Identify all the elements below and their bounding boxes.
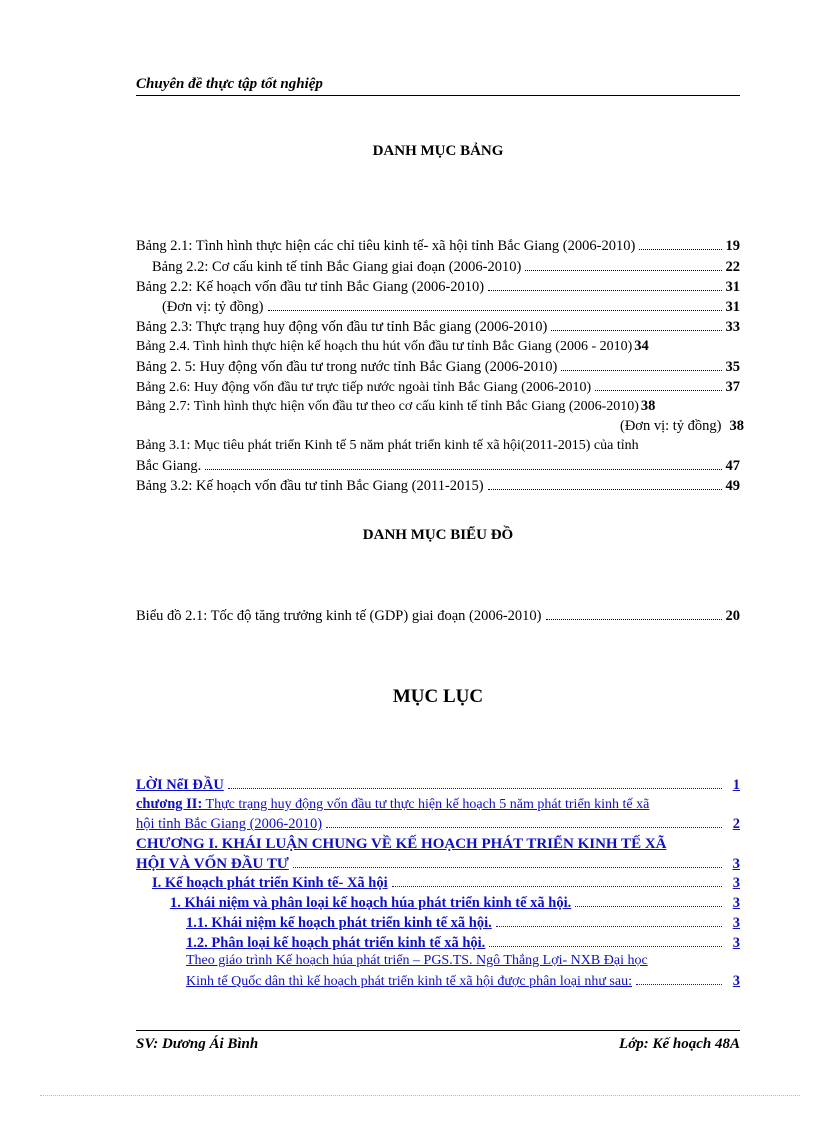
- entry-page: 22: [725, 259, 740, 275]
- leader-dots: [392, 874, 722, 887]
- entry-text: Bảng 2.4. Tình hình thực hiện kế hoạch thu hút vốn đầu tư tỉnh Bắc Giang (2006 - 2010): [136, 339, 633, 354]
- page-header: Chuyên đề thực tập tốt nghiệp: [136, 76, 740, 96]
- entry-text: LỜI NểI ĐẦU: [136, 777, 224, 793]
- leader-dots: [488, 278, 721, 291]
- entry-page: 3: [732, 875, 740, 891]
- entry-page: 34: [634, 338, 649, 354]
- charts-section-title: DANH MỤC BIỂU ĐỒ: [362, 527, 514, 543]
- leader-dots: [228, 776, 722, 789]
- entry-text: Bảng 2. 5: Huy động vốn đầu tư trong nước tỉnh Bắc Giang (2006-2010): [136, 359, 558, 375]
- entry-page: 31: [725, 279, 740, 295]
- toc-entry[interactable]: [186, 914, 740, 933]
- tables-section-title: DANH MỤC BẢNG: [372, 143, 504, 159]
- entry-page: 3: [732, 973, 740, 989]
- table-entry[interactable]: [136, 457, 740, 476]
- entry-page: 38: [640, 398, 656, 414]
- toc-entry[interactable]: [136, 796, 740, 815]
- toc-entry[interactable]: [136, 776, 740, 795]
- toc-entry[interactable]: [170, 894, 740, 913]
- leader-dots: [551, 318, 721, 331]
- entry-text: Bảng 2.6: Huy động vốn đầu tư trực tiếp nước ngoài tỉnh Bắc Giang (2006-2010): [136, 380, 592, 395]
- entry-text: 1.2. Phân loại kế hoạch phát triển kinh tế xã hội.: [186, 935, 486, 951]
- table-entry[interactable]: [136, 278, 740, 297]
- entry-page: 3: [732, 915, 740, 931]
- toc-entry[interactable]: [136, 855, 740, 874]
- table-entry[interactable]: [136, 358, 740, 377]
- toc-entry[interactable]: [186, 953, 740, 972]
- entry-text: Bảng 2.2: Cơ cấu kinh tế tỉnh Bắc Giang giai đoạn (2006-2010): [152, 259, 522, 275]
- entry-text: Biểu đồ 2.1: Tốc độ tăng trưởng kinh tế (GDP) giai đoạn (2006-2010): [136, 608, 542, 624]
- leader-dots: [488, 477, 722, 490]
- table-entry[interactable]: [136, 438, 740, 457]
- toc-entry[interactable]: [152, 874, 740, 893]
- page-footer: [136, 1036, 740, 1053]
- toc-entry[interactable]: [186, 934, 740, 953]
- leader-dots: [546, 607, 722, 620]
- entry-text: 1. Khái niệm và phân loại kế hoạch húa phát triển kinh tế xã hội.: [170, 895, 572, 911]
- footer-class: Lớp: Kế hoạch 48A: [619, 1036, 740, 1052]
- entry-page: 47: [725, 458, 740, 474]
- toc-entry[interactable]: [186, 972, 740, 991]
- table-entry[interactable]: [136, 477, 740, 496]
- entry-text: (Đơn vị: tỷ đồng): [162, 299, 264, 315]
- entry-text: CHƯƠNG I. KHÁI LUẬN CHUNG VỀ KẾ HOẠCH PHÁT TRIỂN KINH TẾ XÃ: [136, 836, 667, 852]
- entry-page: 31: [725, 299, 740, 315]
- table-entry[interactable]: [152, 258, 740, 277]
- footer-student: SV: Dương Ái Bình: [136, 1036, 259, 1052]
- entry-chapter-label: chương II:: [136, 796, 203, 812]
- entry-page: 37: [725, 379, 740, 395]
- entry-chapter-text: Thực trạng huy động vốn đầu tư thực hiện kế hoạch 5 năm phát triển kinh tế xã: [202, 797, 650, 812]
- leader-dots: [268, 298, 722, 311]
- entry-text: Bảng 2.3: Thực trạng huy động vốn đầu tư tỉnh Bắc giang (2006-2010): [136, 319, 548, 335]
- entry-text: Bảng 2.2: Kế hoạch vốn đầu tư tỉnh Bắc Giang (2006-2010): [136, 279, 485, 295]
- entry-text: [136, 796, 649, 813]
- leader-dots: [639, 237, 721, 250]
- leader-dots: [575, 894, 722, 907]
- page-bottom-divider: [40, 1095, 800, 1096]
- entry-text: Bảng 2.7: Tình hình thực hiện vốn đầu tư theo cơ cấu kinh tế tỉnh Bắc Giang (2006-2010): [136, 399, 639, 414]
- entry-page: 3: [732, 895, 740, 911]
- table-entry[interactable]: [136, 338, 740, 357]
- chart-entry[interactable]: [136, 607, 740, 626]
- entry-text: hội tỉnh Bắc Giang (2006-2010): [136, 816, 323, 832]
- table-entry[interactable]: [620, 418, 745, 437]
- table-entry[interactable]: [136, 237, 740, 256]
- leader-dots: [496, 914, 722, 927]
- entry-text: I. Kế hoạch phát triển Kinh tế- Xã hội: [152, 875, 388, 891]
- entry-page: 49: [725, 478, 740, 494]
- entry-page: 3: [732, 856, 740, 872]
- toc-entry[interactable]: [136, 815, 740, 834]
- leader-dots: [326, 815, 722, 828]
- entry-page: 35: [725, 359, 740, 375]
- entry-page: 38: [729, 418, 745, 434]
- leader-dots: [525, 258, 721, 271]
- entry-text: Bắc Giang.: [136, 458, 202, 474]
- entry-text: HỘI VÀ VỐN ĐẦU TƯ: [136, 856, 289, 872]
- entry-page: 1: [732, 777, 740, 793]
- table-entry[interactable]: [136, 398, 740, 417]
- table-entry[interactable]: [136, 318, 740, 337]
- entry-text: (Đơn vị: tỷ đồng): [620, 418, 722, 434]
- table-entry[interactable]: [162, 298, 740, 317]
- entry-text: Bảng 3.2: Kế hoạch vốn đầu tư tỉnh Bắc Giang (2011-2015): [136, 478, 484, 494]
- leader-dots: [636, 972, 722, 985]
- leader-dots: [595, 378, 721, 391]
- leader-dots: [205, 457, 721, 470]
- entry-page: 33: [725, 319, 740, 335]
- entry-page: 20: [725, 608, 740, 624]
- toc-entry[interactable]: [136, 836, 740, 855]
- entry-text: 1.1. Khái niệm kế hoạch phát triển kinh tế xã hội.: [186, 915, 492, 931]
- leader-dots: [293, 855, 722, 868]
- footer-rule: [136, 1030, 740, 1031]
- table-entry[interactable]: [136, 378, 740, 397]
- entry-page: 2: [732, 816, 740, 832]
- entry-text: Theo giáo trình Kế hoạch húa phát triển – PGS.TS. Ngô Thắng Lợi- NXB Đại học: [186, 953, 648, 968]
- leader-dots: [489, 934, 722, 947]
- entry-page: 19: [725, 238, 740, 254]
- entry-text: Kinh tế Quốc dân thì kế hoạch phát triển kinh tế xã hội được phân loại như sau:: [186, 974, 632, 989]
- toc-section-title: MỤC LỤC: [392, 686, 484, 707]
- entry-text: Bảng 2.1: Tình hình thực hiện các chỉ tiêu kinh tế- xã hội tỉnh Bắc Giang (2006-2010): [136, 238, 636, 254]
- entry-text: Bảng 3.1: Mục tiêu phát triển Kinh tế 5 năm phát triển kinh tế xã hội(2011-2015) của tỉnh: [136, 438, 639, 453]
- leader-dots: [561, 358, 721, 371]
- entry-page: 3: [732, 935, 740, 951]
